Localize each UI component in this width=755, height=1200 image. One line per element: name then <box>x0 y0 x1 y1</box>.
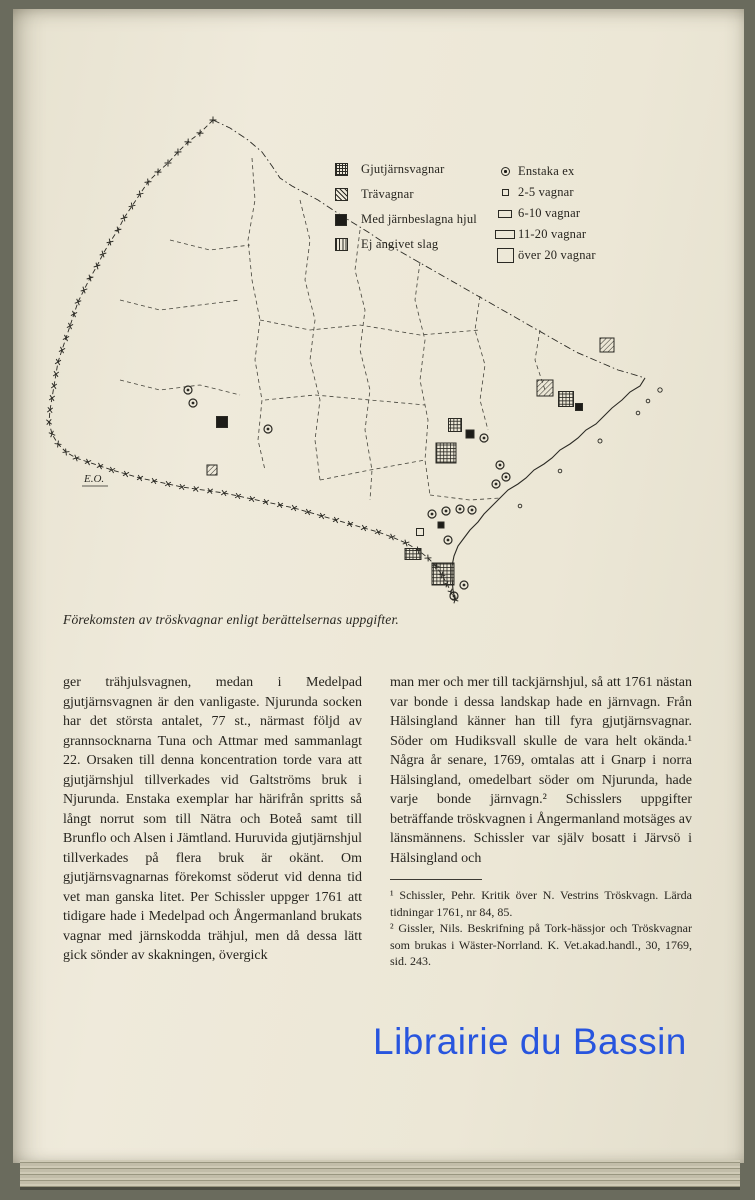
body-paragraph: man mer och mer till tackjärnshjul, så att 1761 nästan var bonde i dessa landskap hade en järnvagn. Från Hälsingland känner han till fyra gjutjärnsvagnar. Söder om Hudiksvall skulle de vara helt okända.¹ Några år senare, 1769, omtalas att i Gnarp i norra Hälsingland, omedelbart söder om Njurunda, hade varje bonde järnvagn.² Schisslers uppgifter beträffande tröskvagnen i Ångermanland motsäges av länsmännens. Schissler var själv bosatt i Järvsö i Hälsingland och <box>390 675 692 866</box>
bookseller-watermark: Librairie du Bassin <box>373 1021 687 1062</box>
map-scale-label: E.O. <box>84 473 105 485</box>
swatch-box <box>492 189 518 196</box>
map-symbol-circle <box>480 434 488 442</box>
legend-label: Trävagnar <box>361 187 414 201</box>
island <box>558 469 562 473</box>
swatch-box <box>492 210 518 218</box>
map-symbol-circle <box>428 510 436 518</box>
map-caption: Förekomsten av tröskvagnar enligt berättelsernas uppgifter. <box>63 612 400 627</box>
map-symbol-circle <box>456 505 464 513</box>
page-block-edge <box>20 1160 740 1190</box>
legend-item <box>335 237 477 252</box>
island <box>518 504 522 508</box>
map-symbol-circle <box>264 425 272 433</box>
swatch-box <box>335 188 361 201</box>
legend-label: Enstaka ex <box>518 164 575 178</box>
legend-label: Med järnbeslagna hjul <box>361 212 477 226</box>
legend-label: 11-20 vagnar <box>518 227 587 241</box>
map-symbol-diag <box>537 380 553 396</box>
legend-wagon-types <box>335 162 477 252</box>
legend-label: Ej angivet slag <box>361 237 439 251</box>
legend-item <box>335 212 477 227</box>
map-symbol-circle <box>444 536 452 544</box>
map-symbol-grid <box>559 392 574 407</box>
map-symbol-circle <box>189 399 197 407</box>
legend-item <box>335 162 477 177</box>
legend-label: 2-5 vagnar <box>518 185 574 199</box>
legend-label: 6-10 vagnar <box>518 206 581 220</box>
island <box>646 399 650 403</box>
map-symbol-grid <box>405 549 421 560</box>
xlarge-square-icon <box>497 248 514 263</box>
legend-item <box>492 248 596 263</box>
footnote-rule <box>390 879 482 880</box>
map-symbol-circle <box>442 507 450 515</box>
legend-label: över 20 vagnar <box>518 248 596 262</box>
legend-item <box>492 206 596 221</box>
legend-item <box>492 185 596 200</box>
map-symbol-circle <box>492 480 500 488</box>
medium-rect-icon <box>498 210 512 218</box>
coastline <box>452 378 645 600</box>
map-symbol-grid <box>432 563 454 585</box>
map-symbol-open <box>417 529 424 536</box>
map-symbol-diag <box>600 338 614 352</box>
text-column-right <box>390 673 692 970</box>
map-symbol-circle <box>502 473 510 481</box>
swatch-box <box>492 248 518 263</box>
swatch-box <box>335 163 361 176</box>
legend-item <box>492 164 596 179</box>
footnote: ¹ Schissler, Pehr. Kritik över N. Vestrins Tröskvagn. Lärda tidningar 1761, nr 84, 85. <box>390 888 692 919</box>
legend-quantities <box>492 164 596 263</box>
large-rect-icon <box>495 230 515 239</box>
island <box>636 411 640 415</box>
book-page <box>13 9 744 1163</box>
solid-square-icon <box>335 214 347 226</box>
swatch-box <box>492 167 518 176</box>
map-symbol-circle <box>460 581 468 589</box>
map-symbol-solid <box>576 404 583 411</box>
legend-item <box>335 187 477 202</box>
swatch-box <box>335 238 361 251</box>
text-column-left <box>63 673 362 966</box>
map-symbol-solid <box>466 430 474 438</box>
body-paragraph: ger trähjulsvagnen, medan i Medelpad gjutjärnsvagnen är den vanligaste. Njurunda socken har det största antalet, 77 st., närmast följd av grannsocknarna Tuna och Attmar med sammanlagt 22. Orsaken till denna koncentration torde vara att gjutjärnshjul tillverkades vid Galtströms bruk i Njurunda. Enstaka exemplar har härifrån spritts så långt norrut som till Nätra och Boteå samt till Brunflo och Alsen i Jämtland. Huruvida gjutjärnshjul tillverkades på flera bruk är okänt. Om gjutjärnsvagnarnas förekomst söderut vid denna tid vet man ganska litet. Per Schissler uppger 1761 att tidigare hade i Medelpad och Ångermanland brukats vagnar med järnskodda trähjul, men då dessa lätt gick sönder av skakningen, övergick <box>63 675 362 963</box>
map-symbol-circle <box>468 506 476 514</box>
island <box>598 439 602 443</box>
map-symbol-circle <box>496 461 504 469</box>
map-symbol-circle <box>184 386 192 394</box>
diagonal-hatch-icon <box>335 188 348 201</box>
small-square-icon <box>502 189 509 196</box>
map-symbol-solid <box>438 522 444 528</box>
swatch-box <box>492 230 518 239</box>
swatch-box <box>335 214 361 226</box>
vertical-hatch-icon <box>335 238 348 251</box>
map-symbols <box>184 338 614 600</box>
map-symbol-diag <box>207 465 217 475</box>
single-circle-icon <box>501 167 510 176</box>
footnote: ² Gissler, Nils. Beskrifning på Tork-hässjor och Tröskvagnar som brukas i Wäster-Norrland. K. Vet.akad.handl., 30, 1769, sid. 243. <box>390 921 692 968</box>
map-symbol-solid <box>217 417 228 428</box>
map-symbol-grid <box>436 443 456 463</box>
grid-hatch-icon <box>335 163 348 176</box>
map-symbol-grid <box>449 419 462 432</box>
island <box>658 388 662 392</box>
legend-label: Gjutjärnsvagnar <box>361 162 445 176</box>
legend-item <box>492 227 596 242</box>
